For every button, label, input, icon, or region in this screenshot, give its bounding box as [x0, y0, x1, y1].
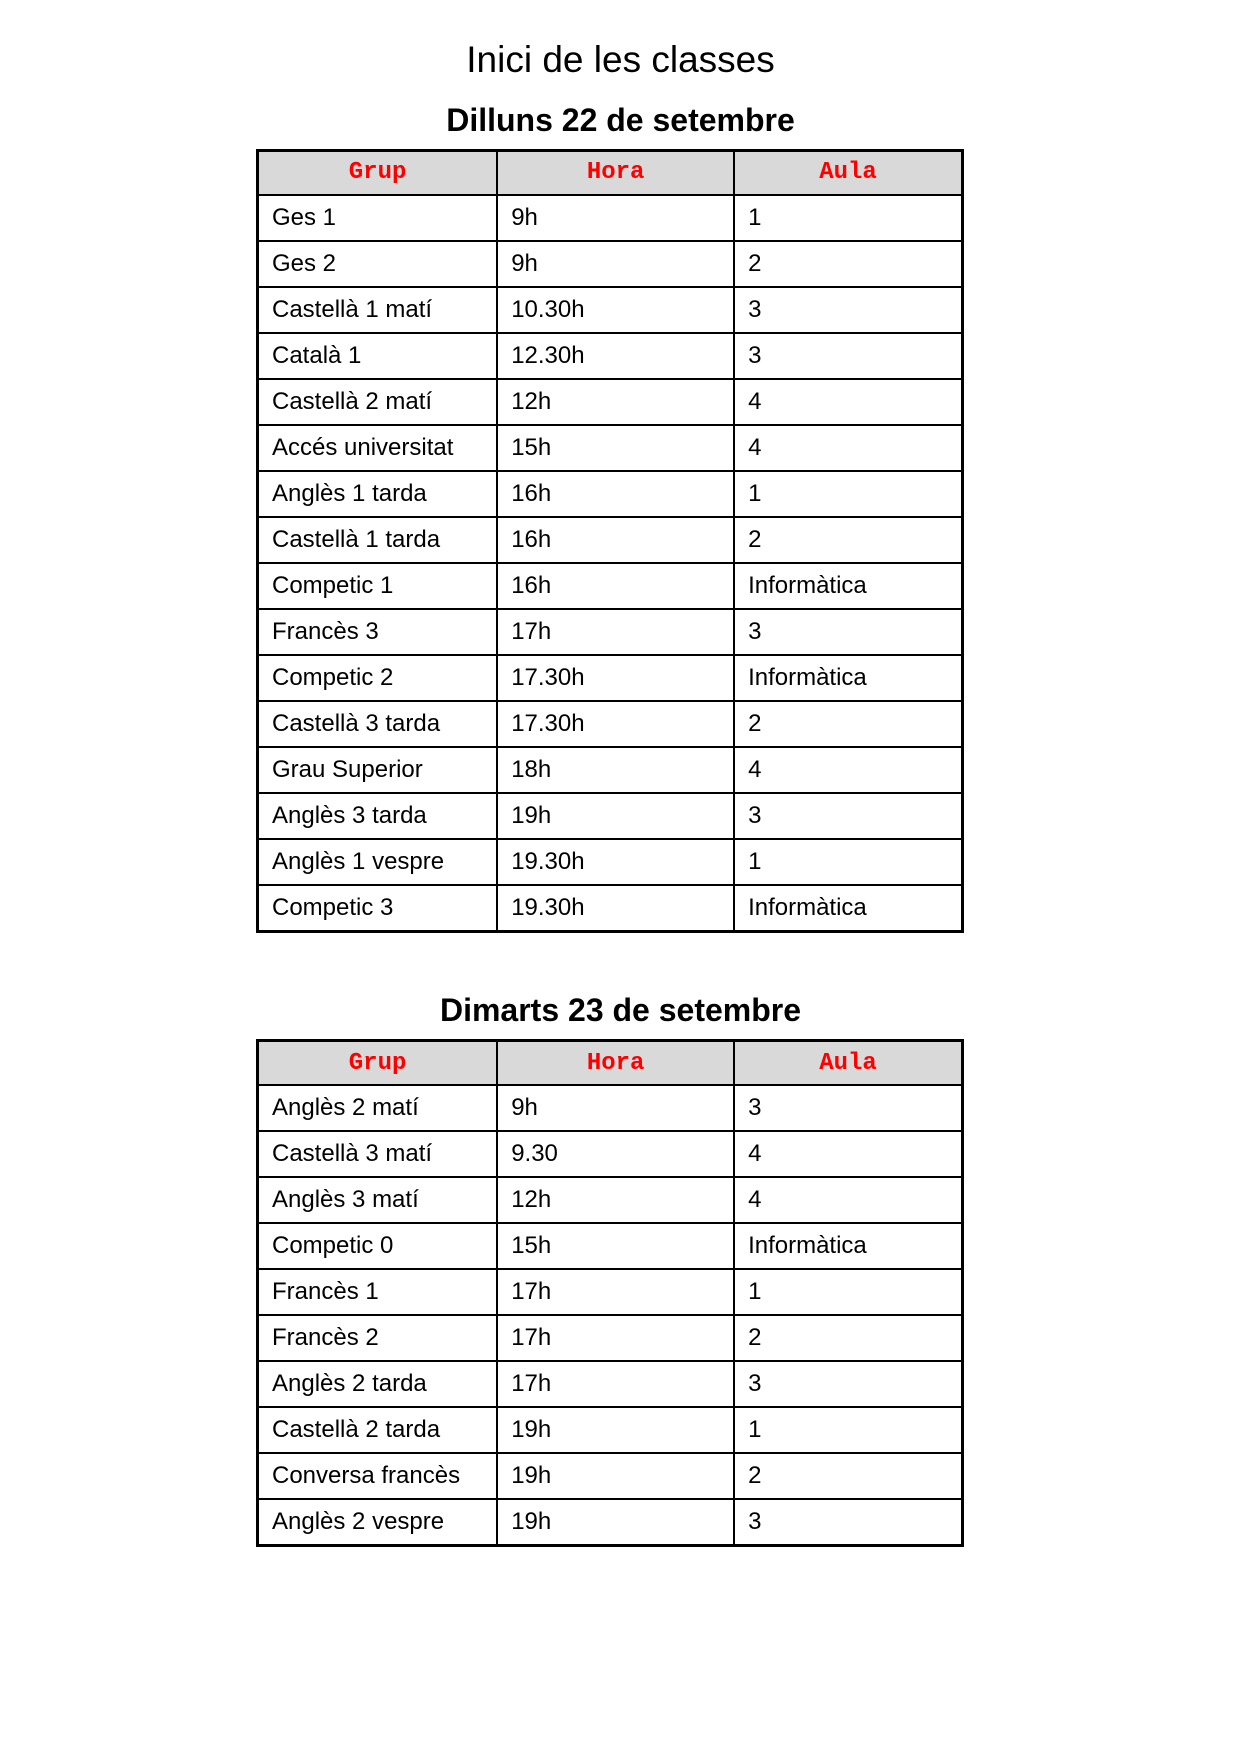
column-header-aula: Aula	[734, 1041, 962, 1086]
table-header-row	[258, 1041, 963, 1086]
table-cell-grup: Anglès 3 matí	[258, 1177, 498, 1223]
table-row	[258, 1131, 963, 1177]
table-cell-aula: 3	[734, 793, 962, 839]
table-row	[258, 839, 963, 885]
schedule-table-tuesday	[256, 1039, 964, 1547]
table-cell-grup: Ges 2	[258, 241, 498, 287]
table-cell-grup: Castellà 2 tarda	[258, 1407, 498, 1453]
table-cell-hora: 17.30h	[497, 701, 734, 747]
table-row	[258, 195, 963, 241]
table-row	[258, 1223, 963, 1269]
table-row	[258, 333, 963, 379]
table-cell-grup: Competic 1	[258, 563, 498, 609]
table-row	[258, 1085, 963, 1131]
table-cell-aula: 4	[734, 747, 962, 793]
table-cell-hora: 10.30h	[497, 287, 734, 333]
table-cell-aula: 2	[734, 241, 962, 287]
table-cell-aula: 2	[734, 517, 962, 563]
table-cell-aula: 3	[734, 609, 962, 655]
table-row	[258, 241, 963, 287]
table-row	[258, 287, 963, 333]
table-cell-aula: Informàtica	[734, 885, 962, 932]
table-cell-grup: Conversa francès	[258, 1453, 498, 1499]
table-cell-aula: 4	[734, 425, 962, 471]
table-cell-aula: 3	[734, 287, 962, 333]
table-row	[258, 1361, 963, 1407]
table-row	[258, 471, 963, 517]
table-cell-aula: 1	[734, 839, 962, 885]
schedule-table-monday	[256, 149, 964, 933]
table-cell-aula: Informàtica	[734, 1223, 962, 1269]
column-header-aula: Aula	[734, 150, 962, 195]
table-cell-aula: 1	[734, 1407, 962, 1453]
table-cell-hora: 17.30h	[497, 655, 734, 701]
table-row	[258, 1269, 963, 1315]
table-cell-grup: Castellà 3 matí	[258, 1131, 498, 1177]
page-title: Inici de les classes	[466, 39, 775, 80]
column-header-grup: Grup	[258, 150, 498, 195]
table-cell-aula: Informàtica	[734, 655, 962, 701]
table-cell-grup: Anglès 1 tarda	[258, 471, 498, 517]
table-row	[258, 1407, 963, 1453]
column-header-hora: Hora	[497, 150, 734, 195]
section-heading-monday: Dilluns 22 de setembre	[446, 101, 795, 138]
table-cell-hora: 19h	[497, 1407, 734, 1453]
table-row	[258, 563, 963, 609]
table-cell-grup: Francès 3	[258, 609, 498, 655]
column-header-grup: Grup	[258, 1041, 498, 1086]
table-row	[258, 379, 963, 425]
table-cell-hora: 19h	[497, 1499, 734, 1546]
table-row	[258, 747, 963, 793]
table-cell-aula: 3	[734, 1361, 962, 1407]
table-cell-aula: 3	[734, 1499, 962, 1546]
table-cell-hora: 15h	[497, 1223, 734, 1269]
table-cell-hora: 17h	[497, 1269, 734, 1315]
table-cell-hora: 9h	[497, 195, 734, 241]
table-cell-grup: Anglès 2 vespre	[258, 1499, 498, 1546]
table-row	[258, 885, 963, 932]
table-cell-hora: 17h	[497, 609, 734, 655]
table-row	[258, 517, 963, 563]
table-cell-grup: Castellà 3 tarda	[258, 701, 498, 747]
table-row	[258, 793, 963, 839]
table-cell-hora: 12.30h	[497, 333, 734, 379]
table-row	[258, 1315, 963, 1361]
table-cell-aula: 1	[734, 195, 962, 241]
table-cell-hora: 17h	[497, 1315, 734, 1361]
table-row	[258, 425, 963, 471]
table-cell-hora: 12h	[497, 379, 734, 425]
table-cell-aula: 4	[734, 1131, 962, 1177]
table-cell-aula: 3	[734, 333, 962, 379]
table-cell-grup: Competic 3	[258, 885, 498, 932]
table-cell-grup: Castellà 2 matí	[258, 379, 498, 425]
table-cell-aula: 2	[734, 701, 962, 747]
table-row	[258, 1453, 963, 1499]
table-row	[258, 609, 963, 655]
table-cell-grup: Competic 2	[258, 655, 498, 701]
table-cell-grup: Anglès 2 matí	[258, 1085, 498, 1131]
column-header-hora: Hora	[497, 1041, 734, 1086]
table-cell-hora: 9h	[497, 1085, 734, 1131]
table-cell-hora: 12h	[497, 1177, 734, 1223]
table-cell-hora: 16h	[497, 563, 734, 609]
table-cell-grup: Ges 1	[258, 195, 498, 241]
table-cell-grup: Castellà 1 tarda	[258, 517, 498, 563]
table-cell-aula: Informàtica	[734, 563, 962, 609]
table-cell-aula: 2	[734, 1453, 962, 1499]
table-cell-grup: Anglès 2 tarda	[258, 1361, 498, 1407]
table-cell-grup: Grau Superior	[258, 747, 498, 793]
table-header-row	[258, 150, 963, 195]
table-row	[258, 1499, 963, 1546]
table-cell-hora: 17h	[497, 1361, 734, 1407]
table-cell-grup: Francès 2	[258, 1315, 498, 1361]
table-cell-hora: 9h	[497, 241, 734, 287]
table-cell-grup: Accés universitat	[258, 425, 498, 471]
table-row	[258, 1177, 963, 1223]
table-cell-hora: 16h	[497, 471, 734, 517]
table-cell-grup: Anglès 1 vespre	[258, 839, 498, 885]
table-cell-aula: 2	[734, 1315, 962, 1361]
table-cell-hora: 9.30	[497, 1131, 734, 1177]
table-cell-hora: 16h	[497, 517, 734, 563]
table-cell-grup: Català 1	[258, 333, 498, 379]
table-cell-grup: Anglès 3 tarda	[258, 793, 498, 839]
table-row	[258, 701, 963, 747]
table-cell-aula: 4	[734, 1177, 962, 1223]
table-cell-hora: 19.30h	[497, 885, 734, 932]
table-cell-hora: 18h	[497, 747, 734, 793]
table-cell-hora: 19.30h	[497, 839, 734, 885]
table-cell-hora: 19h	[497, 1453, 734, 1499]
table-cell-hora: 19h	[497, 793, 734, 839]
table-cell-aula: 1	[734, 471, 962, 517]
table-cell-aula: 3	[734, 1085, 962, 1131]
table-cell-aula: 1	[734, 1269, 962, 1315]
section-heading-tuesday: Dimarts 23 de setembre	[439, 991, 802, 1028]
table-cell-aula: 4	[734, 379, 962, 425]
table-cell-hora: 15h	[497, 425, 734, 471]
table-row	[258, 655, 963, 701]
table-cell-grup: Competic 0	[258, 1223, 498, 1269]
table-cell-grup: Castellà 1 matí	[258, 287, 498, 333]
table-cell-grup: Francès 1	[258, 1269, 498, 1315]
